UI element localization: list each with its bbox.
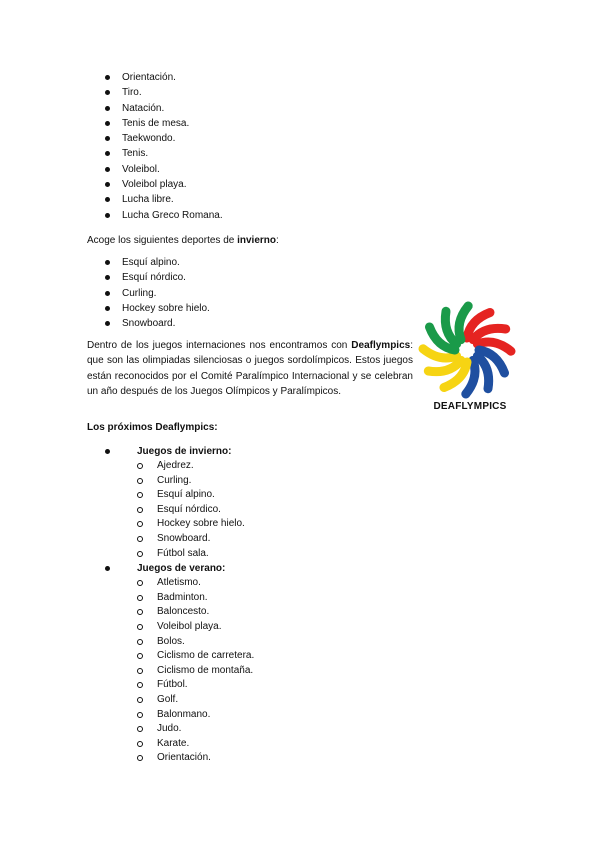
list-item — [137, 664, 254, 679]
list-item — [105, 286, 210, 301]
bullet-icon — [105, 321, 110, 326]
bullet-icon — [105, 167, 110, 172]
next-games-list — [105, 444, 254, 766]
list-item-text: Taekwondo. — [122, 133, 176, 145]
bullet-icon — [105, 90, 110, 95]
list-item-text: Lucha libre. — [122, 194, 174, 206]
list-item — [105, 116, 223, 131]
list-item — [105, 146, 223, 161]
circle-bullet-icon — [137, 668, 143, 674]
list-item-text: Curling. — [122, 287, 157, 299]
circle-bullet-icon — [137, 580, 143, 586]
list-item-text: Snowboard. — [157, 532, 211, 544]
list-item-text: Badminton. — [157, 591, 208, 603]
bullet-icon — [105, 213, 110, 218]
bullet-icon — [105, 275, 110, 280]
list-item-text: Lucha Greco Romana. — [122, 209, 223, 221]
list-item-text: Voleibol. — [122, 163, 160, 175]
list-item — [137, 678, 254, 693]
list-item-text: Voleibol playa. — [122, 179, 187, 191]
list-item — [137, 532, 254, 547]
paragraph-bold: Deaflympics — [351, 340, 411, 351]
list-item-text: Esquí nórdico. — [157, 503, 221, 515]
list-item — [105, 192, 223, 207]
list-item — [137, 751, 254, 766]
list-item — [105, 270, 210, 285]
list-item — [105, 208, 223, 223]
list-item-text: Orientación. — [122, 72, 176, 83]
circle-bullet-icon — [137, 463, 143, 469]
list-item-text: Snowboard. — [122, 318, 176, 330]
bullet-icon — [105, 182, 110, 187]
list-item — [137, 474, 254, 489]
circle-bullet-icon — [137, 609, 143, 615]
list-item — [105, 101, 223, 116]
list-item-text: Tenis. — [122, 148, 149, 160]
winter-intro-colon: : — [276, 235, 279, 246]
list-item-text: Fútbol. — [157, 679, 188, 691]
list-item-text: Bolos. — [157, 635, 185, 647]
list-item-text: Judo. — [157, 723, 182, 735]
deaflympics-logo-text: DEAFLYMPICS — [433, 401, 507, 412]
games-sports-list — [137, 576, 254, 766]
bullet-icon — [105, 151, 110, 156]
list-item — [137, 737, 254, 752]
bullet-icon — [105, 291, 110, 296]
list-item — [105, 301, 210, 316]
games-group — [105, 444, 254, 561]
list-item — [105, 85, 223, 100]
circle-bullet-icon — [137, 536, 143, 542]
list-item — [137, 649, 254, 664]
list-item-text: Karate. — [157, 737, 190, 749]
paragraph-part1: Dentro de los juegos internaciones nos encontramos con — [87, 340, 352, 351]
list-item — [137, 605, 254, 620]
circle-bullet-icon — [137, 653, 143, 659]
winter-intro — [87, 233, 279, 248]
bullet-icon — [105, 197, 110, 202]
list-item-text: Tiro. — [122, 87, 142, 99]
paragraph-part2: : que son las olimpiadas silenciosas o juegos sordolímpicos. Estos juegos están reconocidos por el Comité Paralímpico Internacional y se celebran un año después de los Juegos Olímpicos y Paralímpicos. — [87, 340, 413, 398]
list-item-text: Tenis de mesa. — [122, 117, 190, 129]
bullet-icon — [105, 566, 110, 571]
list-item — [137, 693, 254, 708]
list-item — [105, 162, 223, 177]
circle-bullet-icon — [137, 712, 143, 718]
games-sports-list — [137, 459, 254, 561]
circle-bullet-icon — [137, 507, 143, 513]
games-group-title: Juegos de invierno: — [137, 446, 232, 457]
list-item — [137, 503, 254, 518]
bullet-icon — [105, 306, 110, 311]
list-item — [137, 620, 254, 635]
list-item — [137, 591, 254, 606]
circle-bullet-icon — [137, 741, 143, 747]
list-item — [137, 547, 254, 562]
list-item — [137, 708, 254, 723]
list-item-text: Esquí alpino. — [157, 489, 215, 501]
circle-bullet-icon — [137, 595, 143, 601]
list-item-text: Hockey sobre hielo. — [122, 302, 210, 314]
list-item — [137, 722, 254, 737]
winter-intro-bold: invierno — [237, 235, 277, 246]
bullet-icon — [105, 260, 110, 265]
list-item-text: Curling. — [157, 474, 192, 486]
bullet-icon — [105, 106, 110, 111]
summer-sports-list — [105, 70, 223, 223]
list-item — [137, 488, 254, 503]
circle-bullet-icon — [137, 639, 143, 645]
list-item-text: Atletismo. — [157, 577, 201, 589]
winter-intro-text: Acoge los siguientes deportes de — [87, 235, 238, 246]
list-item-text: Ajedrez. — [157, 460, 194, 471]
circle-bullet-icon — [137, 551, 143, 557]
list-item-text: Natación. — [122, 102, 165, 114]
bullet-icon — [105, 75, 110, 80]
list-item — [105, 131, 223, 146]
list-item — [105, 255, 210, 270]
circle-bullet-icon — [137, 492, 143, 498]
winter-sports-list — [105, 255, 210, 331]
circle-bullet-icon — [137, 624, 143, 630]
list-item — [105, 316, 210, 331]
list-item — [137, 517, 254, 532]
list-item-text: Balonmano. — [157, 708, 211, 720]
list-item — [137, 635, 254, 650]
circle-bullet-icon — [137, 755, 143, 761]
list-item-text: Hockey sobre hielo. — [157, 518, 245, 530]
list-item-text: Baloncesto. — [157, 606, 210, 618]
list-item-text: Ciclismo de carretera. — [157, 650, 255, 662]
list-item — [137, 576, 254, 591]
bullet-icon — [105, 449, 110, 454]
circle-bullet-icon — [137, 478, 143, 484]
circle-bullet-icon — [137, 521, 143, 527]
circle-bullet-icon — [137, 697, 143, 703]
circle-bullet-icon — [137, 682, 143, 688]
games-group-title: Juegos de verano: — [137, 563, 226, 575]
bullet-icon — [105, 136, 110, 141]
list-item-text: Golf. — [157, 693, 179, 705]
list-item — [137, 459, 254, 474]
list-item-text: Fútbol sala. — [157, 547, 209, 559]
bullet-icon — [105, 121, 110, 126]
circle-bullet-icon — [137, 726, 143, 732]
deaflympics-paragraph — [87, 338, 413, 400]
list-item-text: Voleibol playa. — [157, 620, 222, 632]
list-item-text: Esquí alpino. — [122, 257, 180, 268]
list-item-text: Ciclismo de montaña. — [157, 664, 254, 676]
list-item — [105, 177, 223, 192]
list-item — [105, 70, 223, 85]
deaflympics-logo-icon — [412, 298, 522, 418]
list-item-text: Orientación. — [157, 752, 211, 764]
list-item-text: Esquí nórdico. — [122, 272, 186, 284]
games-group — [105, 561, 254, 766]
next-deaflympics-title: Los próximos Deaflympics: — [87, 422, 218, 433]
